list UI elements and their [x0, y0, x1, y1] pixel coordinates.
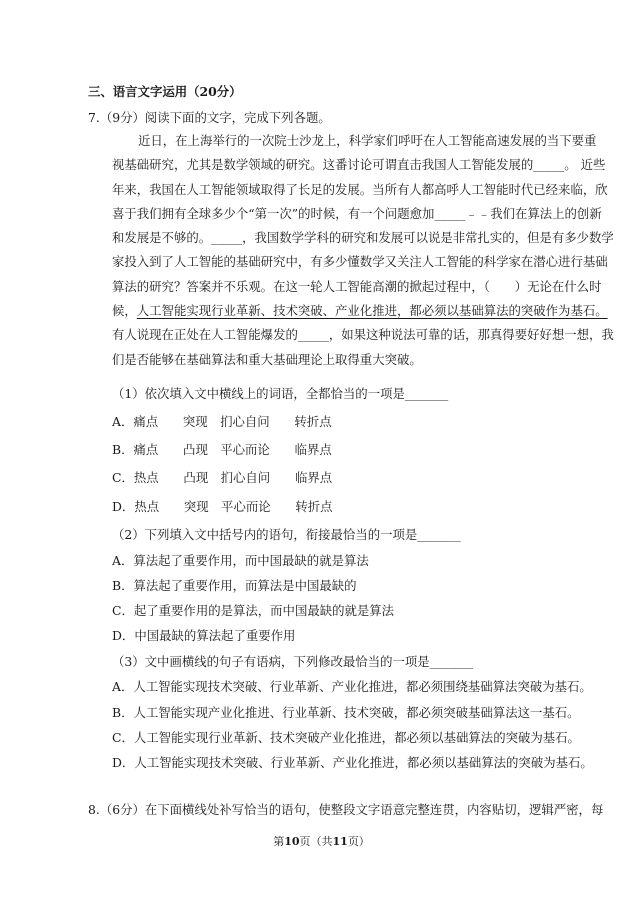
underlined-sentence: 人工智能实现行业革新、技术突破、产业化推进，都必须以基础算法的突破作为基石。 — [136, 303, 608, 319]
option-2d[interactable]: D．中国最缺的算法起了重要作用 — [112, 628, 296, 643]
option-1d[interactable]: D．热点 突现 平心而论 转折点 — [112, 499, 333, 514]
option-1a[interactable]: A．痛点 突现 扪心自问 转折点 — [112, 414, 332, 429]
passage-line: 算法的研究？答案并不乐观。在这一轮人工智能高潮的掀起过程中，（ ）无论在什么时 — [112, 278, 602, 294]
question-7-prompt: 7.（9分）阅读下面的文字，完成下列各题。 — [88, 110, 331, 125]
page-number: 10 — [284, 835, 300, 848]
option-3c[interactable]: C．人工智能实现行业革新、技术突破产业化推进，都必须以基础算法的突破为基石。 — [112, 730, 580, 745]
footer-middle: 页（共 — [299, 835, 333, 848]
passage-line: 有人说现在正处在人工智能爆发的_____，如果这种说法可靠的话，那真得要好好想一想，我 — [112, 327, 614, 343]
footer-suffix: 页） — [347, 835, 370, 848]
option-1c[interactable]: C．热点 凸现 扪心自问 临界点 — [112, 470, 333, 485]
passage-line: 近日，在上海举行的一次院士沙龙上，科学家们呼吁在人工智能高速发展的当下要重 — [138, 133, 597, 148]
sub-question-1: （1）依次填入文中横线上的词语，全都恰当的一项是_______ — [112, 386, 449, 401]
passage-line: 年来，我国在人工智能领域取得了长足的发展。当所有人都高呼人工智能时代已经来临，欣 — [112, 181, 608, 197]
passage-line: 们是否能够在基础算法和重大基础理论上取得重大突破。 — [112, 351, 422, 367]
passage-line-prefix: 候， — [112, 303, 137, 319]
passage-line: 喜于我们拥有全球多少个“第一次”的时候，有一个问题愈加_____﹣﹣我们在算法上的创新 — [112, 205, 602, 221]
question-8-prompt: 8.（6分）在下面横线处补写恰当的语句，使整段文字语意完整连贯，内容贴切，逻辑严密，每 — [88, 802, 604, 817]
page-footer — [0, 833, 643, 849]
sub-question-2: （2）下列填入文中括号内的语句，衔接最恰当的一项是_______ — [112, 527, 461, 542]
option-2b[interactable]: B．算法起了重要作用，而算法是中国最缺的 — [112, 578, 357, 593]
option-3a[interactable]: A．人工智能实现技术突破、行业革新、产业化推进，都必须围绕基础算法突破为基石。 — [112, 679, 592, 694]
footer-prefix: 第 — [273, 835, 285, 848]
question-7-passage — [112, 129, 614, 372]
passage-line: 视基础研究，尤其是数学领域的研究。这番讨论可谓直击我国人工智能发展的_____。 近些 — [112, 157, 606, 173]
passage-line: 和发展是不够的。_____，我国数学学科的研究和发展可以说是非常扎实的，但是有多少数学 — [112, 230, 614, 246]
option-3b[interactable]: B．人工智能实现产业化推进、行业革新、技术突破，都必须突破基础算法这一基石。 — [112, 705, 580, 720]
sub-question-3: （3）文中画横线的句子有语病，下列修改最恰当的一项是_______ — [112, 654, 474, 669]
option-2a[interactable]: A．算法起了重要作用，而中国最缺的就是算法 — [112, 553, 369, 568]
section-title: 三、语言文字运用（20分） — [88, 84, 242, 99]
total-pages: 11 — [332, 835, 348, 848]
option-2c[interactable]: C．起了重要作用的是算法，而中国最缺的就是算法 — [112, 603, 395, 618]
passage-line: 家投入到了人工智能的基础研究中，有多少懂数学又关注人工智能的科学家在潜心进行基础 — [112, 254, 608, 270]
option-3d[interactable]: D．人工智能实现技术突破、行业革新、产业化推进，都必须以基础算法的突破为基石。 — [112, 755, 593, 770]
option-1b[interactable]: B．痛点 凸现 平心而论 临界点 — [112, 442, 332, 457]
passage-line — [112, 299, 608, 323]
